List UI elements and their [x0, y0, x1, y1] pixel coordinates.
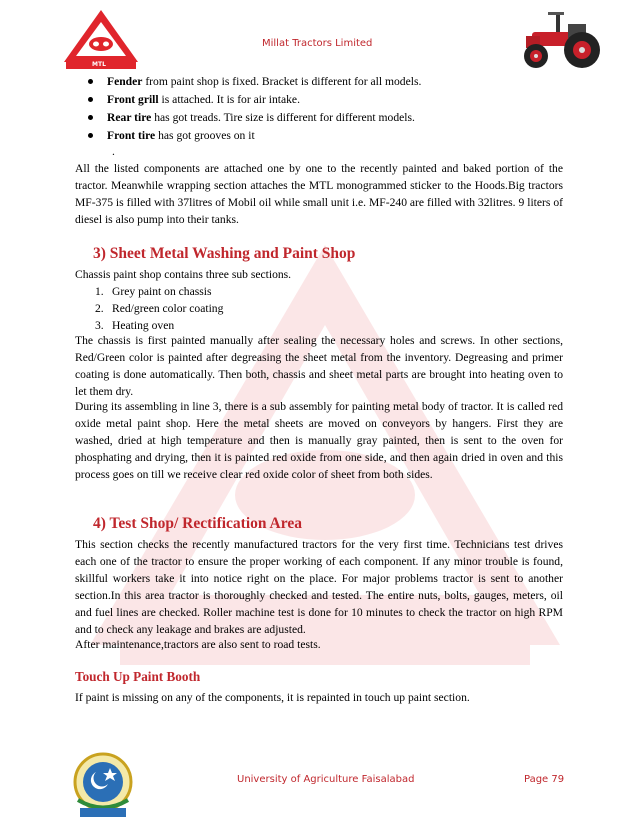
item-number: 1.	[95, 285, 104, 298]
section-3-heading: 3) Sheet Metal Washing and Paint Shop	[93, 245, 356, 262]
section-4-paragraph-b: After maintenance,tractors are also sent to road tests.	[75, 638, 321, 651]
bullet-dot	[88, 97, 93, 102]
item-text: Grey paint on chassis	[112, 285, 212, 298]
footer-university: University of Agriculture Faisalabad	[237, 774, 415, 785]
bullet-text: has got treads. Tire size is different for different models.	[151, 111, 415, 124]
university-crest-logo	[68, 750, 138, 820]
bullet-item	[88, 91, 300, 108]
footer-page-number: Page 79	[524, 774, 565, 785]
stray-dot: .	[112, 145, 115, 158]
tractor-image	[518, 10, 606, 72]
item-number: 3.	[95, 319, 104, 332]
item-text: Heating oven	[112, 319, 175, 332]
item-number: 2.	[95, 302, 104, 315]
bullet-item	[88, 109, 415, 126]
bullet-text: from paint shop is fixed. Bracket is different for all models.	[142, 75, 422, 88]
bullet-item	[88, 73, 421, 90]
bullet-text: has got grooves on it	[155, 129, 255, 142]
numbered-item	[95, 300, 223, 317]
item-text: Red/green color coating	[112, 302, 224, 315]
section-4-paragraph-a: This section checks the recently manufactured tractors for the very first time. Technicians test drives each one of the tractor to ensure the proper working of each component. If any minor trouble is found, skillful workers take it into notice right on the place. For major problems tractor is sent to another section.In this area tractor is thoroughly checked and tested. The entire nuts, bolts, gauges, meters, oil and fuel lines are checked. Roller machine test is done for 10 minutes to check the tractor on high RPM and to check any leakage and brakes are adjusted.	[75, 538, 563, 636]
bullet-bold: Fender	[107, 75, 143, 88]
bullet-bold: Rear tire	[107, 111, 152, 124]
mtl-logo	[62, 8, 140, 70]
bullet-text: is attached. It is for air intake.	[158, 93, 300, 106]
bullet-dot	[88, 133, 93, 138]
bullet-item	[88, 127, 255, 144]
bullet-dot	[88, 115, 93, 120]
bullet-bold: Front grill	[107, 93, 159, 106]
paragraph-components: All the listed components are attached one by one to the recently painted and baked portion of the tractor. Meanwhile wrapping section attaches the MTL monogrammed sticker to the Hoods.Big tractors MF-375 is filled with 37litres of Mobil oil while small unit i.e. MF-240 are filled with 32litres. 9 liters of diesel is also pump into their tanks.	[75, 162, 563, 226]
touchup-heading: Touch Up Paint Booth	[75, 669, 201, 684]
section-3-paragraph-b: During its assembling in line 3, there is a sub assembly for painting metal body of tractor. It is called red oxide metal paint shop. Here the metal sheets are moved on conveyors by hangers. First they are washed, dried at high temperature and then is manually gray painted, then is sent to the oven for phosphating and drying, then it is painted red oxide from one side, and then again dried in oven and this process goes on till we receive clear red oxide color of sheet from both sides.	[75, 400, 563, 481]
logo-text: MTL	[92, 61, 106, 68]
section-3-paragraph-a: The chassis is first painted manually after sealing the necessary holes and screws. In other sections, Red/Green color is painted after degreasing the sheet metal from the inventory. Degreasing and primer coating is done automatically. Then both, chassis and sheet metal parts are brought into heating oven to let them dry.	[75, 334, 563, 398]
bullet-dot	[88, 79, 93, 84]
section-4-heading: 4) Test Shop/ Rectification Area	[93, 515, 302, 532]
touchup-paragraph: If paint is missing on any of the components, it is repainted in touch up paint section.	[75, 691, 470, 704]
header-company-name: Millat Tractors Limited	[262, 38, 373, 49]
numbered-item	[95, 283, 212, 300]
bullet-bold: Front tire	[107, 129, 156, 142]
section-3-intro: Chassis paint shop contains three sub sections.	[75, 268, 292, 281]
